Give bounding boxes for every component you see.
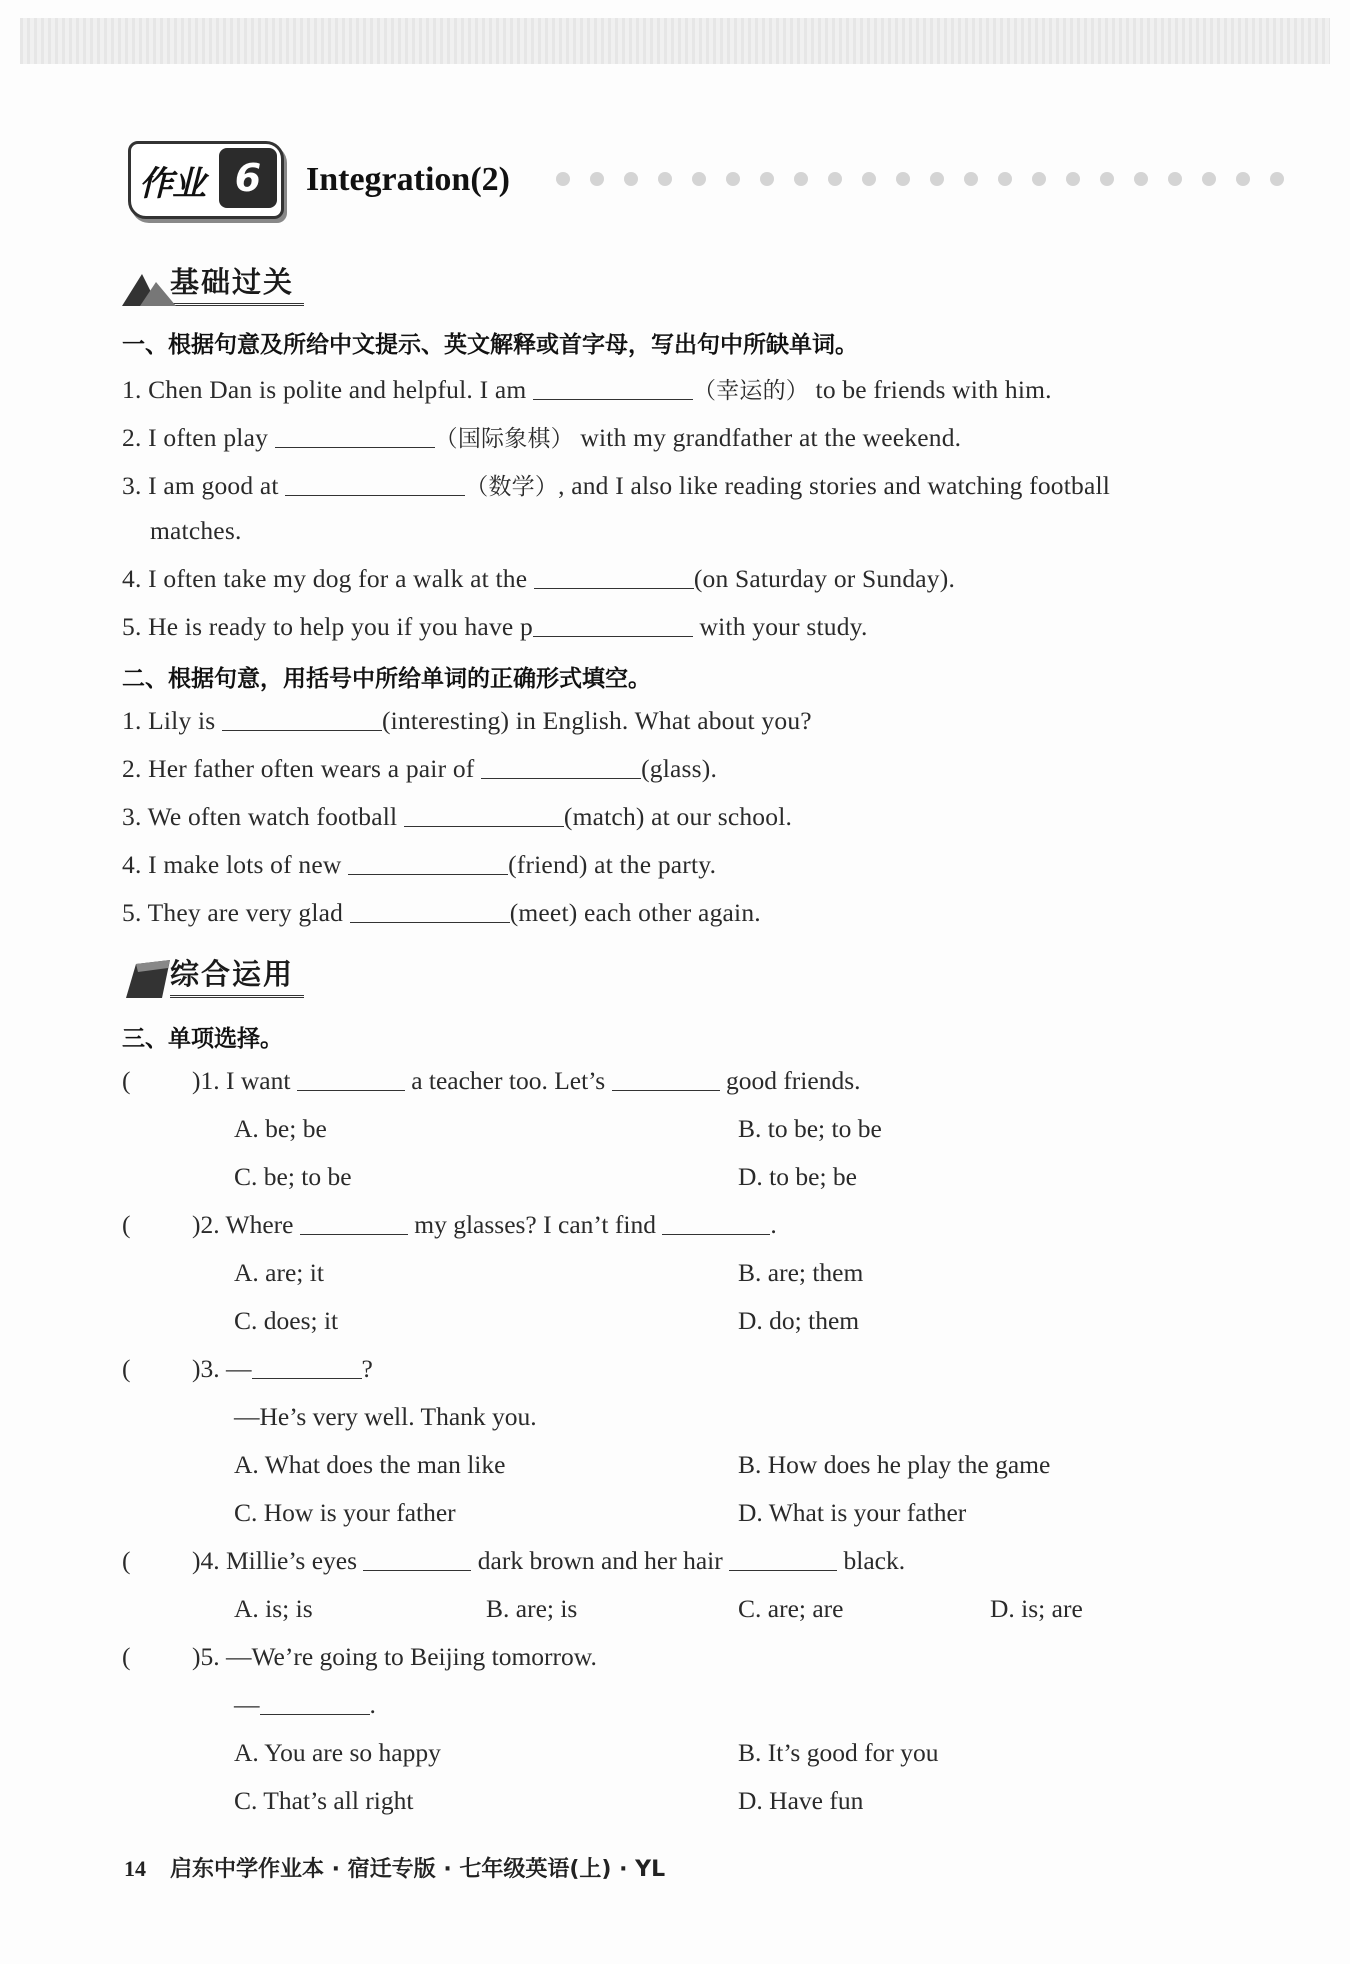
page-footer <box>124 1852 665 1883</box>
decorative-dots <box>556 172 1284 186</box>
item-hint: （数学） <box>465 474 559 500</box>
item-hint: (on Saturday or Sunday) <box>693 564 949 593</box>
option-a[interactable]: A. are; it <box>234 1258 324 1287</box>
decorative-dot <box>556 172 570 186</box>
decorative-dot <box>760 172 774 186</box>
item-text: at our school. <box>644 802 793 831</box>
answer-blank[interactable] <box>350 898 510 923</box>
option-a[interactable]: A. You are so happy <box>234 1738 441 1767</box>
decorative-dot <box>1168 172 1182 186</box>
book-icon <box>122 958 176 998</box>
item-text: . <box>710 754 718 783</box>
reply-dash: — <box>234 1690 260 1719</box>
answer-blank <box>297 1066 405 1091</box>
decorative-dot <box>1100 172 1114 186</box>
decorative-dot <box>862 172 876 186</box>
item-text: with my grandfather at the weekend. <box>573 423 962 452</box>
reply-line <box>234 1690 376 1720</box>
answer-paren[interactable]: ( <box>122 1354 131 1383</box>
item-text: 5. They are very glad <box>122 898 350 927</box>
part1-item-3 <box>122 468 1110 501</box>
option-c[interactable]: C. be; to be <box>234 1162 352 1191</box>
question-text: my glasses? I can’t find <box>407 1210 663 1239</box>
decorative-dot <box>1270 172 1284 186</box>
section-label: 基础过关 <box>170 260 304 306</box>
item-text: 4. I make lots of new <box>122 850 349 879</box>
part1-item-1 <box>122 372 1052 405</box>
badge-text: 作业 <box>139 164 205 204</box>
answer-blank <box>662 1210 770 1235</box>
question-text: a teacher too. Let’s <box>404 1066 612 1095</box>
question-text: good friends. <box>719 1066 861 1095</box>
option-a[interactable]: A. What does the man like <box>234 1450 506 1479</box>
item-text: 2. Her father often wears a pair of <box>122 754 482 783</box>
option-c[interactable]: C. are; are <box>738 1594 844 1623</box>
answer-blank <box>612 1066 720 1091</box>
item-hint: (interesting) <box>381 706 510 735</box>
question-text: )3. — <box>192 1354 252 1383</box>
answer-blank[interactable] <box>533 375 693 400</box>
mcq-question-5 <box>122 1642 597 1672</box>
part1-item-3-cont: matches. <box>150 516 242 545</box>
answer-blank[interactable] <box>481 754 641 779</box>
item-text: at the party. <box>587 850 717 879</box>
question-text: )4. Millie’s eyes <box>192 1546 364 1575</box>
item-text: , and I also like reading stories and watching football <box>558 471 1111 500</box>
option-c[interactable]: C. does; it <box>234 1306 339 1335</box>
decorative-dot <box>590 172 604 186</box>
answer-blank <box>300 1210 408 1235</box>
item-text: 4. I often take my dog for a walk at the <box>122 564 534 593</box>
decorative-dot <box>896 172 910 186</box>
item-hint: (match) <box>563 802 645 831</box>
homework-header <box>128 140 510 220</box>
answer-paren[interactable]: ( <box>122 1642 131 1671</box>
question-text: black. <box>837 1546 906 1575</box>
mcq-question-2 <box>122 1210 777 1240</box>
option-b[interactable]: B. It’s good for you <box>738 1738 939 1767</box>
item-text: 2. I often play <box>122 423 275 452</box>
item-hint: (meet) <box>509 898 578 927</box>
answer-blank[interactable] <box>348 850 508 875</box>
answer-blank <box>252 1354 362 1379</box>
option-d[interactable]: D. to be; be <box>738 1162 857 1191</box>
part2-item-3 <box>122 802 792 832</box>
option-b[interactable]: B. are; them <box>738 1258 864 1287</box>
option-b[interactable]: B. to be; to be <box>738 1114 882 1143</box>
answer-blank[interactable] <box>285 471 465 496</box>
part2-item-1 <box>122 706 812 736</box>
decorative-dot <box>1032 172 1046 186</box>
answer-blank <box>260 1690 370 1715</box>
answer-paren[interactable]: ( <box>122 1066 131 1095</box>
question-text: )1. I want <box>192 1066 297 1095</box>
answer-blank <box>729 1546 837 1571</box>
item-hint: (glass) <box>641 754 711 783</box>
option-d[interactable]: D. Have fun <box>738 1786 864 1815</box>
decorative-dot <box>930 172 944 186</box>
part1-item-5 <box>122 612 868 642</box>
mountain-icon <box>122 266 176 306</box>
mcq-question-4 <box>122 1546 905 1576</box>
question-text: dark brown and her hair <box>471 1546 730 1575</box>
decorative-dot <box>624 172 638 186</box>
reply-end: . <box>369 1690 376 1719</box>
option-c[interactable]: C. That’s all right <box>234 1786 414 1815</box>
item-text: 3. I am good at <box>122 471 286 500</box>
answer-paren[interactable]: ( <box>122 1210 131 1239</box>
option-b[interactable]: B. are; is <box>486 1594 578 1623</box>
decorative-dot <box>828 172 842 186</box>
answer-paren[interactable]: ( <box>122 1546 131 1575</box>
item-text: 3. We often watch football <box>122 802 404 831</box>
item-hint: （国际象棋） <box>434 426 574 452</box>
reply-text: —He’s very well. Thank you. <box>234 1402 537 1431</box>
answer-blank <box>363 1546 471 1571</box>
option-c[interactable]: C. How is your father <box>234 1498 456 1527</box>
part1-instruction: 一、根据句意及所给中文提示、英文解释或首字母，写出句中所缺单词。 <box>122 332 858 358</box>
mcq-question-1 <box>122 1066 861 1096</box>
item-text: in English. What about you? <box>509 706 812 735</box>
mcq-question-3 <box>122 1354 373 1384</box>
answer-blank[interactable] <box>533 612 693 637</box>
answer-blank[interactable] <box>534 564 694 589</box>
part1-item-4 <box>122 564 955 594</box>
part2-item-4 <box>122 850 716 880</box>
item-text: 1. Lily is <box>122 706 222 735</box>
decorative-dot <box>998 172 1012 186</box>
answer-blank[interactable] <box>275 423 435 448</box>
badge-number: 6 <box>219 148 277 208</box>
decorative-dot <box>1066 172 1080 186</box>
item-text: to be friends with him. <box>808 375 1052 404</box>
item-text: with your study. <box>692 612 868 641</box>
footer-text: 启东中学作业本 · 宿迁专版 · 七年级英语(上) · YL <box>170 1857 666 1882</box>
question-text: )2. Where <box>192 1210 300 1239</box>
scan-top-band <box>20 18 1330 64</box>
decorative-dot <box>1236 172 1250 186</box>
question-text: . <box>770 1210 777 1239</box>
option-d[interactable]: D. do; them <box>738 1306 860 1335</box>
part2-item-2 <box>122 754 717 784</box>
item-text: 5. He is ready to help you if you have p <box>122 612 533 641</box>
part3-instruction: 三、单项选择。 <box>122 1026 283 1052</box>
item-text: . <box>948 564 956 593</box>
section-comprehensive <box>122 952 304 998</box>
page-number: 14 <box>124 1856 146 1881</box>
option-a[interactable]: A. is; is <box>234 1594 313 1623</box>
answer-blank[interactable] <box>222 706 382 731</box>
option-b[interactable]: B. How does he play the game <box>738 1450 1051 1479</box>
homework-badge <box>128 141 284 219</box>
section-basic <box>122 260 304 306</box>
section-label: 综合运用 <box>170 952 304 998</box>
option-d[interactable]: D. What is your father <box>738 1498 967 1527</box>
decorative-dot <box>692 172 706 186</box>
decorative-dot <box>794 172 808 186</box>
part2-item-5 <box>122 898 761 928</box>
question-text: ? <box>361 1354 373 1383</box>
item-text: 1. Chen Dan is polite and helpful. I am <box>122 375 533 404</box>
answer-blank[interactable] <box>404 802 564 827</box>
decorative-dot <box>1202 172 1216 186</box>
part2-instruction: 二、根据句意，用括号中所给单词的正确形式填空。 <box>122 666 651 692</box>
item-hint: (friend) <box>508 850 588 879</box>
decorative-dot <box>964 172 978 186</box>
option-a[interactable]: A. be; be <box>234 1114 327 1143</box>
question-text: )5. —We’re going to Beijing tomorrow. <box>192 1642 597 1671</box>
item-text: each other again. <box>577 898 761 927</box>
decorative-dot <box>726 172 740 186</box>
option-d[interactable]: D. is; are <box>990 1594 1083 1623</box>
item-hint: （幸运的） <box>692 378 809 404</box>
page-title: Integration(2) <box>306 161 510 198</box>
decorative-dot <box>1134 172 1148 186</box>
decorative-dot <box>658 172 672 186</box>
part1-item-2 <box>122 420 961 453</box>
